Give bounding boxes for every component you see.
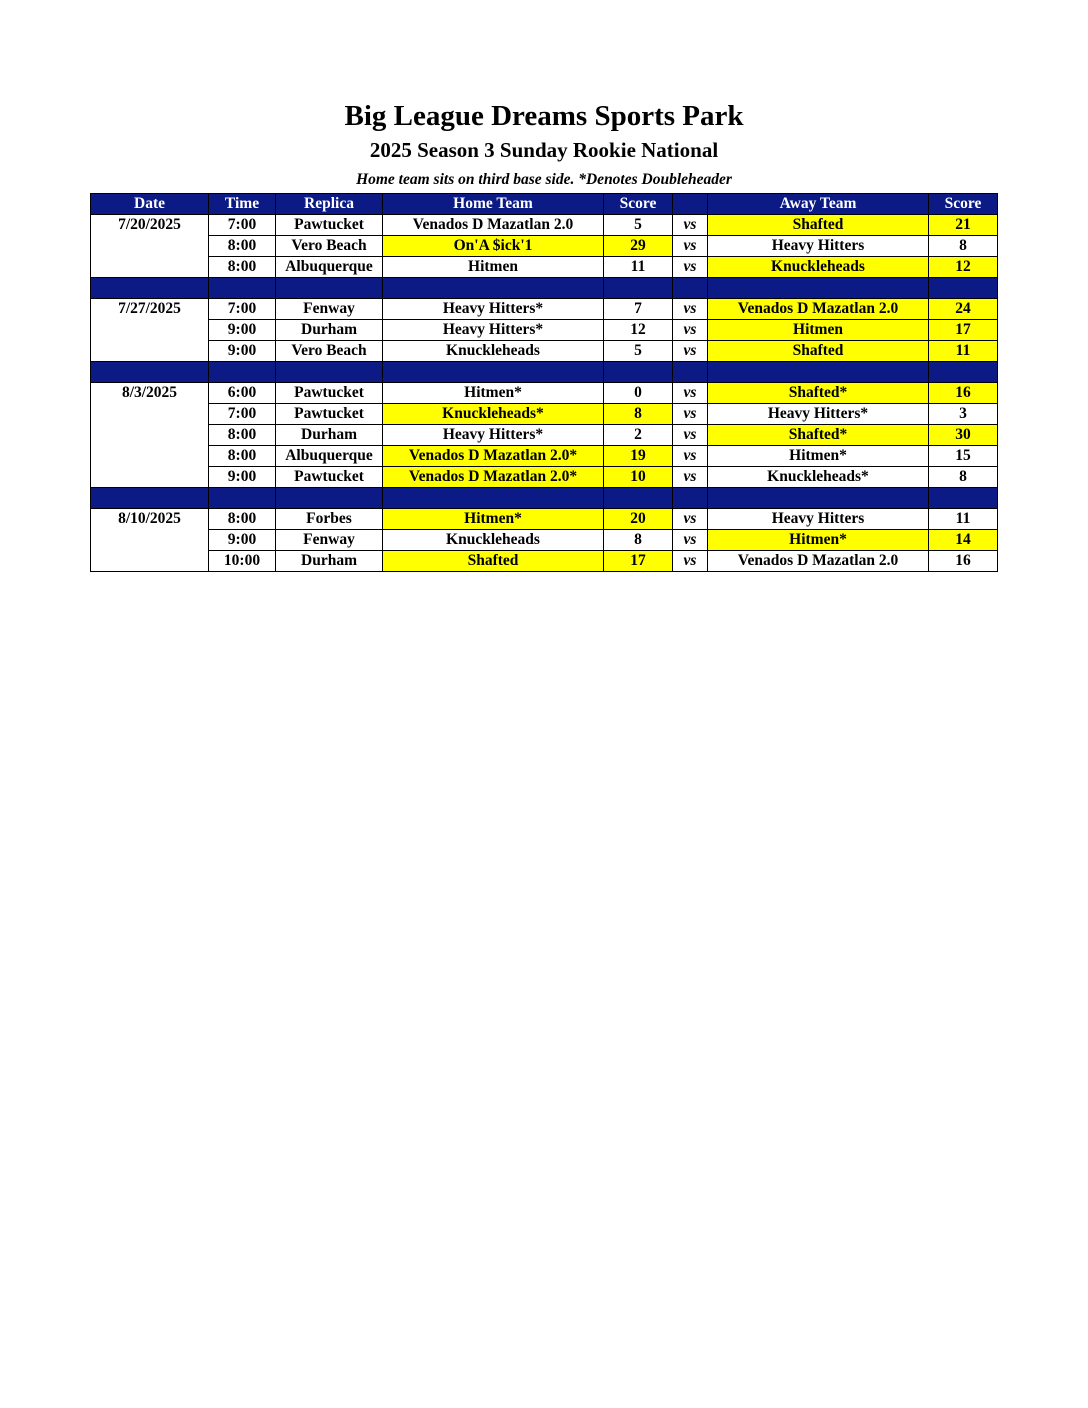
- separator-cell: [929, 488, 998, 509]
- replica-cell: Pawtucket: [276, 383, 383, 404]
- column-header-away-score: Score: [929, 194, 998, 215]
- separator-cell: [708, 362, 929, 383]
- time-cell: 8:00: [209, 509, 276, 530]
- home-score-cell: 11: [604, 257, 673, 278]
- replica-cell: Fenway: [276, 299, 383, 320]
- time-cell: 9:00: [209, 320, 276, 341]
- home-team-cell: Hitmen*: [383, 383, 604, 404]
- away-team-cell: Heavy Hitters: [708, 236, 929, 257]
- page-subtitle: 2025 Season 3 Sunday Rookie National: [369, 138, 719, 162]
- separator-cell: [929, 278, 998, 299]
- away-score-cell: 8: [929, 236, 998, 257]
- away-team-cell: Hitmen*: [708, 530, 929, 551]
- date-cell: 8/10/2025: [91, 509, 209, 530]
- replica-cell: Durham: [276, 320, 383, 341]
- column-header-away-team: Away Team: [708, 194, 929, 215]
- date-cell: [91, 425, 209, 446]
- page-title: Big League Dreams Sports Park: [344, 100, 744, 132]
- column-header-home-team: Home Team: [383, 194, 604, 215]
- separator-cell: [673, 278, 708, 299]
- game-row: [91, 425, 998, 446]
- away-team-cell: Knuckleheads: [708, 257, 929, 278]
- home-score-cell: 5: [604, 341, 673, 362]
- vs-cell: vs: [673, 425, 708, 446]
- date-cell: [91, 236, 209, 257]
- home-score-cell: 2: [604, 425, 673, 446]
- column-header-vs: [673, 194, 708, 215]
- home-team-cell: On'A $ick'1: [383, 236, 604, 257]
- week-separator-row: [91, 488, 998, 509]
- game-row: [91, 446, 998, 467]
- away-score-cell: 15: [929, 446, 998, 467]
- vs-cell: vs: [673, 383, 708, 404]
- home-score-cell: 10: [604, 467, 673, 488]
- separator-cell: [276, 362, 383, 383]
- column-header-replica: Replica: [276, 194, 383, 215]
- date-cell: 7/27/2025: [91, 299, 209, 320]
- away-team-cell: Shafted: [708, 215, 929, 236]
- home-team-cell: Heavy Hitters*: [383, 425, 604, 446]
- vs-cell: vs: [673, 509, 708, 530]
- date-cell: [91, 404, 209, 425]
- home-team-cell: Hitmen: [383, 257, 604, 278]
- separator-cell: [929, 362, 998, 383]
- replica-cell: Albuquerque: [276, 257, 383, 278]
- game-row: [91, 299, 998, 320]
- home-score-cell: 7: [604, 299, 673, 320]
- home-score-cell: 8: [604, 530, 673, 551]
- away-team-cell: Heavy Hitters*: [708, 404, 929, 425]
- vs-cell: vs: [673, 236, 708, 257]
- game-row: [91, 467, 998, 488]
- time-cell: 8:00: [209, 236, 276, 257]
- away-team-cell: Hitmen*: [708, 446, 929, 467]
- away-score-cell: 30: [929, 425, 998, 446]
- replica-cell: Vero Beach: [276, 341, 383, 362]
- home-score-cell: 20: [604, 509, 673, 530]
- separator-cell: [91, 488, 209, 509]
- date-cell: [91, 320, 209, 341]
- date-cell: [91, 530, 209, 551]
- replica-cell: Albuquerque: [276, 446, 383, 467]
- column-header-home-score: Score: [604, 194, 673, 215]
- away-score-cell: 11: [929, 509, 998, 530]
- vs-cell: vs: [673, 530, 708, 551]
- date-cell: [91, 467, 209, 488]
- separator-cell: [673, 488, 708, 509]
- separator-cell: [209, 278, 276, 299]
- away-score-cell: 11: [929, 341, 998, 362]
- away-team-cell: Venados D Mazatlan 2.0: [708, 299, 929, 320]
- game-row: [91, 341, 998, 362]
- home-score-cell: 19: [604, 446, 673, 467]
- separator-cell: [604, 278, 673, 299]
- game-row: [91, 215, 998, 236]
- separator-cell: [708, 488, 929, 509]
- game-row: [91, 257, 998, 278]
- column-header-time: Time: [209, 194, 276, 215]
- time-cell: 10:00: [209, 551, 276, 572]
- home-team-cell: Venados D Mazatlan 2.0: [383, 215, 604, 236]
- separator-cell: [91, 278, 209, 299]
- away-team-cell: Venados D Mazatlan 2.0: [708, 551, 929, 572]
- time-cell: 9:00: [209, 341, 276, 362]
- replica-cell: Durham: [276, 551, 383, 572]
- time-cell: 9:00: [209, 530, 276, 551]
- separator-cell: [209, 362, 276, 383]
- replica-cell: Fenway: [276, 530, 383, 551]
- date-cell: [91, 341, 209, 362]
- away-score-cell: 12: [929, 257, 998, 278]
- separator-cell: [604, 488, 673, 509]
- home-score-cell: 8: [604, 404, 673, 425]
- home-team-cell: Hitmen*: [383, 509, 604, 530]
- schedule-note: Home team sits on third base side. *Denotes Doubleheader: [356, 171, 732, 188]
- separator-cell: [383, 488, 604, 509]
- game-row: [91, 383, 998, 404]
- game-row: [91, 236, 998, 257]
- home-score-cell: 0: [604, 383, 673, 404]
- away-score-cell: 3: [929, 404, 998, 425]
- date-cell: [91, 257, 209, 278]
- vs-cell: vs: [673, 215, 708, 236]
- away-team-cell: Shafted*: [708, 383, 929, 404]
- week-separator-row: [91, 362, 998, 383]
- away-score-cell: 14: [929, 530, 998, 551]
- week-separator-row: [91, 278, 998, 299]
- home-score-cell: 5: [604, 215, 673, 236]
- vs-cell: vs: [673, 404, 708, 425]
- away-team-cell: Shafted*: [708, 425, 929, 446]
- away-team-cell: Hitmen: [708, 320, 929, 341]
- date-cell: 7/20/2025: [91, 215, 209, 236]
- time-cell: 7:00: [209, 215, 276, 236]
- home-score-cell: 17: [604, 551, 673, 572]
- away-team-cell: Knuckleheads*: [708, 467, 929, 488]
- time-cell: 8:00: [209, 257, 276, 278]
- time-cell: 6:00: [209, 383, 276, 404]
- time-cell: 8:00: [209, 446, 276, 467]
- away-score-cell: 17: [929, 320, 998, 341]
- separator-cell: [276, 488, 383, 509]
- column-header-date: Date: [91, 194, 209, 215]
- date-cell: 8/3/2025: [91, 383, 209, 404]
- home-team-cell: Knuckleheads: [383, 530, 604, 551]
- game-row: [91, 404, 998, 425]
- away-score-cell: 21: [929, 215, 998, 236]
- home-team-cell: Shafted: [383, 551, 604, 572]
- vs-cell: vs: [673, 320, 708, 341]
- schedule-body: [91, 215, 998, 572]
- vs-cell: vs: [673, 341, 708, 362]
- home-score-cell: 29: [604, 236, 673, 257]
- separator-cell: [209, 488, 276, 509]
- time-cell: 9:00: [209, 467, 276, 488]
- time-cell: 7:00: [209, 404, 276, 425]
- replica-cell: Vero Beach: [276, 236, 383, 257]
- header-row: [91, 194, 998, 215]
- game-row: [91, 530, 998, 551]
- vs-cell: vs: [673, 446, 708, 467]
- home-score-cell: 12: [604, 320, 673, 341]
- away-score-cell: 8: [929, 467, 998, 488]
- replica-cell: Forbes: [276, 509, 383, 530]
- separator-cell: [604, 362, 673, 383]
- vs-cell: vs: [673, 551, 708, 572]
- vs-cell: vs: [673, 257, 708, 278]
- separator-cell: [383, 362, 604, 383]
- home-team-cell: Venados D Mazatlan 2.0*: [383, 467, 604, 488]
- home-team-cell: Venados D Mazatlan 2.0*: [383, 446, 604, 467]
- separator-cell: [383, 278, 604, 299]
- away-score-cell: 16: [929, 551, 998, 572]
- home-team-cell: Knuckleheads: [383, 341, 604, 362]
- replica-cell: Pawtucket: [276, 404, 383, 425]
- date-cell: [91, 551, 209, 572]
- vs-cell: vs: [673, 299, 708, 320]
- schedule-table: [90, 193, 998, 572]
- home-team-cell: Heavy Hitters*: [383, 299, 604, 320]
- vs-cell: vs: [673, 467, 708, 488]
- separator-cell: [276, 278, 383, 299]
- away-score-cell: 16: [929, 383, 998, 404]
- separator-cell: [91, 362, 209, 383]
- away-team-cell: Shafted: [708, 341, 929, 362]
- game-row: [91, 320, 998, 341]
- time-cell: 7:00: [209, 299, 276, 320]
- home-team-cell: Heavy Hitters*: [383, 320, 604, 341]
- date-cell: [91, 446, 209, 467]
- home-team-cell: Knuckleheads*: [383, 404, 604, 425]
- away-team-cell: Heavy Hitters: [708, 509, 929, 530]
- replica-cell: Durham: [276, 425, 383, 446]
- game-row: [91, 509, 998, 530]
- separator-cell: [673, 362, 708, 383]
- separator-cell: [708, 278, 929, 299]
- replica-cell: Pawtucket: [276, 215, 383, 236]
- game-row: [91, 551, 998, 572]
- away-score-cell: 24: [929, 299, 998, 320]
- replica-cell: Pawtucket: [276, 467, 383, 488]
- time-cell: 8:00: [209, 425, 276, 446]
